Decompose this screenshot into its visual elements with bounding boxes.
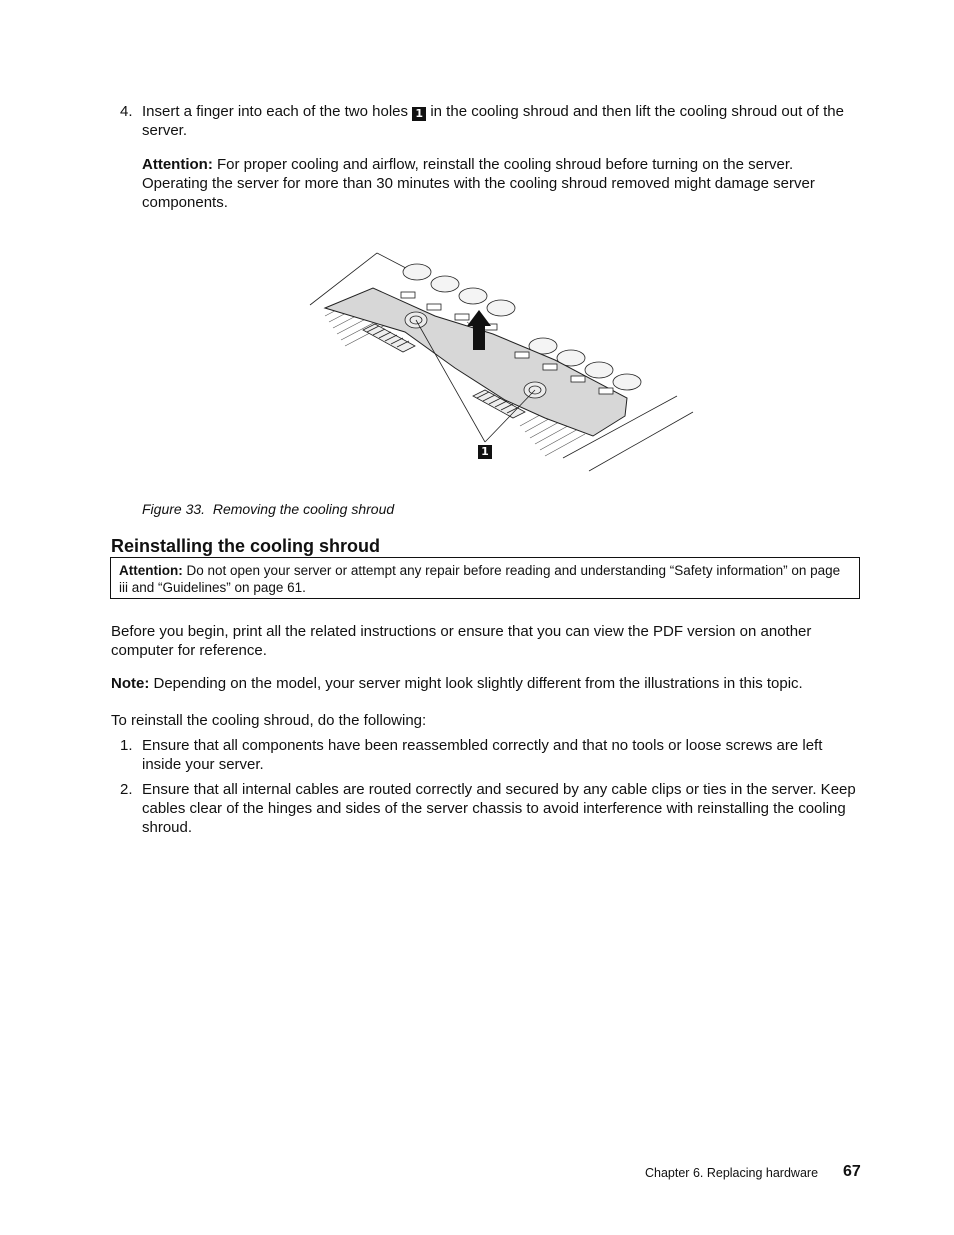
- note-text: Depending on the model, your server might look slightly different from the illustrations in this topic.: [153, 675, 803, 692]
- step-text-after: in the cooling shroud and then lift the cooling shroud out of the server.: [142, 103, 844, 139]
- step-text: [142, 102, 862, 140]
- note-label: Note:: [111, 675, 150, 692]
- section-title: Reinstalling the cooling shroud: [111, 536, 381, 556]
- note-paragraph: [111, 674, 863, 693]
- callout-marker: 1: [412, 107, 426, 121]
- figure-caption-prefix: Figure 33.: [142, 501, 206, 517]
- figure-caption-text: Removing the cooling shroud: [212, 501, 395, 517]
- figure-callout-1: 1: [478, 445, 492, 459]
- attention-box-label: Attention:: [119, 563, 183, 578]
- step-text-before: Insert a finger into each of the two holes: [142, 103, 408, 120]
- procedure-lead: To reinstall the cooling shroud, do the following:: [111, 712, 427, 729]
- footer-chapter: Chapter 6. Replacing hardware: [645, 1166, 819, 1180]
- step-number: 1.: [120, 737, 133, 754]
- step-4: [120, 102, 862, 140]
- page-number: 67: [843, 1163, 861, 1180]
- step-text: Ensure that all components have been reassembled correctly and that no tools or loose screws are left inside your server.: [142, 737, 823, 773]
- attention-paragraph: [142, 155, 862, 212]
- list-item: [120, 736, 862, 774]
- attention-box-text: Do not open your server or attempt any repair before reading and understanding “Safety information” on page iii and “Guidelines” on page 61.: [119, 563, 841, 595]
- attention-text: For proper cooling and airflow, reinstall the cooling shroud before turning on the server. Operating the server for more than 30 minutes with the cooling shroud removed might damage server components.: [142, 156, 815, 211]
- figure-caption: [142, 500, 394, 519]
- step-number: 4.: [120, 103, 133, 120]
- step-text: Ensure that all internal cables are routed correctly and secured by any cable clips or ties in the server. Keep cables clear of the hinges and sides of the server chassis to avoid interference with reinstalling the cooling shroud.: [142, 781, 856, 836]
- step-number: 2.: [120, 781, 133, 798]
- intro-paragraph: Before you begin, print all the related instructions or ensure that you can view the PDF version on another computer for reference.: [111, 623, 812, 659]
- attention-label: Attention:: [142, 156, 213, 173]
- cooling-shroud-illustration: [305, 248, 695, 474]
- attention-box: [110, 557, 860, 599]
- list-item: [120, 780, 862, 837]
